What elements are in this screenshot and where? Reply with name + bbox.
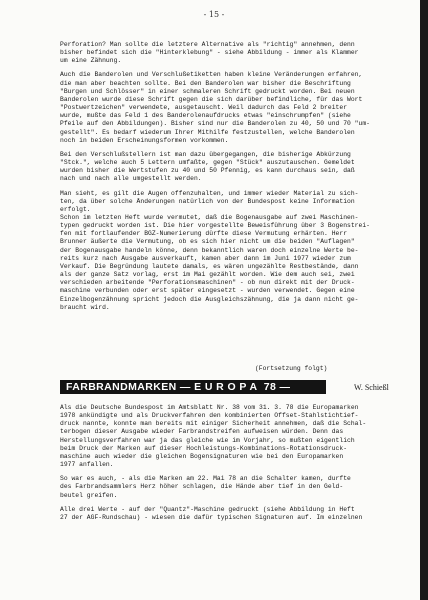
text-line: bisher befindet sich die "Hinterklebung" - siehe Abbildung - immer als Klammer <box>60 49 359 57</box>
text-line: um eine Zähnung. <box>60 57 122 65</box>
text-line: gestellt". Es bedarf wiederum Ihrer Mithilfe festzustellen, welche Banderolen <box>60 128 355 136</box>
text-line: wurde, mußte das Feld 1 des Banderolenaufdrucks etwas "einschrumpfen" (siehe <box>60 112 351 120</box>
page-edge-binding <box>420 0 428 600</box>
text-line: Herstellungsverfahren war ja das gleiche wie im Vorjahr, so mußten eigentlich <box>60 436 355 444</box>
section-title: FARBRANDMARKEN — E U R O P A 78 — <box>66 381 291 393</box>
author-name: W. Schießl <box>354 383 389 392</box>
text-line: Alle drei Werte - auf der "Quantz"-Maschine gedruckt (siehe Abbildung in Heft <box>60 505 355 513</box>
text-line: "Stck.", welche auch 5 Lettern umfaßte, gegen "Stück" auszutauschen. Gemeldet <box>60 159 355 167</box>
text-line: wurden bisher die Wertstufen zu 40 und 50 Pfennig, es kann durchaus sein, daß <box>60 167 355 175</box>
text-line: So war es auch, - als die Marken am 22. Mai 78 an die Schalter kamen, durfte <box>60 475 351 483</box>
text-line: als der ganze Satz vorlag, erst im Mai gezählt worden. Wie dem auch sei, zwei <box>60 271 355 279</box>
page-number: - 15 - <box>203 10 225 19</box>
paragraph-verschlussteller <box>60 151 410 184</box>
text-line: Bei den Verschlußstellern ist man dazu übergegangen, die bisherige Abkürzung <box>60 150 351 158</box>
text-line: reits kurz nach Ausgabe ausverkauft, kamen aber dann im Juni 1977 wieder zum <box>60 254 351 262</box>
text-line: des Farbrandsammlers Herz höher schlagen, die Hände aber tief in den Geld- <box>60 483 344 491</box>
continuation-note: (Fortsetzung folgt) <box>255 365 328 372</box>
text-line: Verkauf. Die Begründung lautete damals, es wären ungezählte Restbestände, dann <box>60 262 359 270</box>
paragraph-perforation <box>60 41 410 65</box>
text-line: "Postwertzeichen" verwendete, ausgetauscht. Weil dadurch das Feld 2 breiter <box>60 104 348 112</box>
text-line: typen gedruckt worden ist. Die hier vorgestellte Beweisführung über 3 Bogenstrei- <box>60 222 370 230</box>
text-line: 1978 ankündigte und als Druckverfahren den kombinierten Offset-Stahlstichtief- <box>60 412 359 420</box>
text-line: "Burgen und Schlösser" in einer schmaleren Schrift gedruckt worden. Bei neuen <box>60 87 355 95</box>
text-line: Perforation? Man sollte die letztere Alternative als "richtig" annehmen, denn <box>60 41 355 48</box>
paragraph-schalter <box>60 475 410 499</box>
text-line: braucht wird. <box>60 303 110 311</box>
text-line: Man sieht, es gilt die Augen offenzuhalten, und immer wieder Material zu sich- <box>60 189 359 197</box>
text-column-upper <box>60 41 410 312</box>
text-line: Banderolen wurde diese Schrift gegen die sich darüber befindliche, für das Wort <box>60 95 363 103</box>
text-line: Einzelbogenzähnung spricht jedoch die Ausgleichszähnung, die ja dann nicht ge- <box>60 295 359 303</box>
text-line: Schon im letzten Heft wurde vermutet, daß die Bogenausgabe auf zwei Maschinen- <box>60 213 359 221</box>
text-line: Brunner äußerte die Vermutung, ob es sich hier nicht um die beiden "Auflagen" <box>60 238 355 246</box>
paragraph-drei-werte <box>60 506 410 522</box>
paragraph-augen-offenhalten <box>60 190 410 312</box>
text-line: die man aber beachten sollte. Bei den Banderolen war bisher die Beschriftung <box>60 79 351 87</box>
text-line: nach und nach alle umgestellt werden. <box>60 175 202 183</box>
text-line: ten, da über solche Änderungen natürlich von der Bundespost keine Information <box>60 197 355 205</box>
text-line: beim Druck der Marken auf dieser Hochleistungs-Kombinations-Rotationsdruck- <box>60 444 348 452</box>
text-line: der Bogenausgabe handeln könne, denn bekanntlich waren doch einzelne Werte be- <box>60 246 359 254</box>
section-heading-banner <box>60 380 326 394</box>
paragraph-bundespost <box>60 404 410 469</box>
text-line: maschine auch wieder die gleichen Bogensignaturen wie bei den Europamarken <box>60 452 344 460</box>
text-line: 27 der AGF-Rundschau) - wiesen die dafür typischen Signaturen auf. Im einzelnen <box>60 513 363 521</box>
text-line: terbogen dieser Ausgabe wieder Farbrandstreifen aufweisen würden. Denn das <box>60 428 344 436</box>
text-line: beutel greifen. <box>60 491 118 499</box>
text-line: Als die Deutsche Bundespost im Amtsblatt Nr. 38 vom 31. 3. 78 die Europamarken <box>60 404 359 411</box>
text-column-lower <box>60 404 410 522</box>
paragraph-banderolen <box>60 71 410 144</box>
text-line: druck nannte, konnte man bereits mit einiger Sicherheit annehmen, daß die Schal- <box>60 420 367 428</box>
text-line: maschine verbunden oder erst später eingesetzt - wurden verwendet. Gegen eine <box>60 287 355 295</box>
text-line: fen mit fortlaufender BGZ-Numerierung dürfte diese Vermutung erhärten. Herr <box>60 230 348 238</box>
text-line: noch in beiden Erscheinungsformen vorkommen. <box>60 136 229 144</box>
text-line: erfolgt. <box>60 205 91 213</box>
text-line: Auch die Banderolen und Verschlußetiketten haben kleine Veränderungen erfahren, <box>60 71 363 79</box>
text-line: verschieden arbeitende "Perforationsmaschinen" - ob nun direkt mit der Druck- <box>60 279 355 287</box>
text-line: 1977 anfallen. <box>60 461 114 469</box>
text-line: Pfeile auf den Abbildungen). Bisher sind nur die Banderolen zu 40, 50 und 70 "um- <box>60 120 370 128</box>
